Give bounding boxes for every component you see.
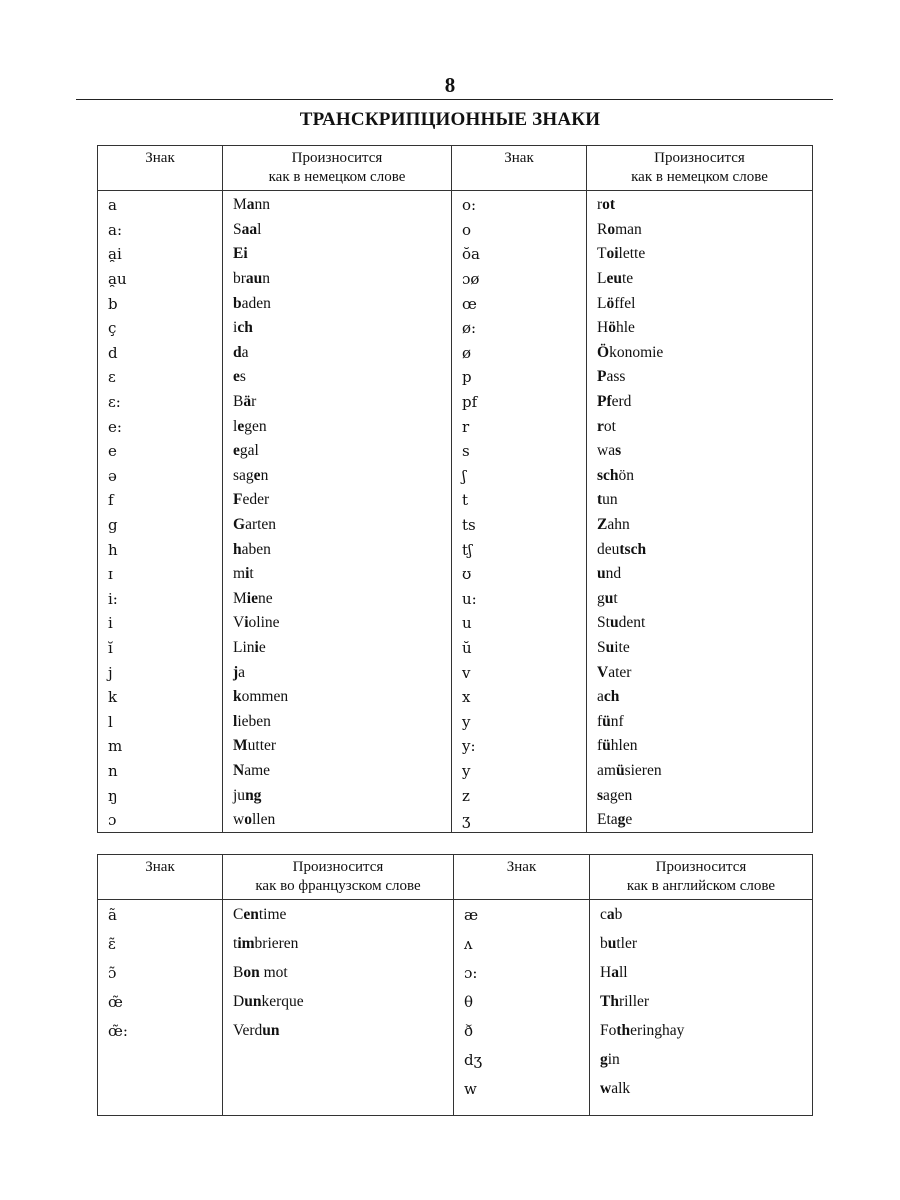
sign-cell-right: t bbox=[452, 488, 587, 513]
sign-cell-right: ɔø bbox=[452, 267, 587, 292]
sign-cell-left: ĭ bbox=[98, 636, 223, 661]
sign-cell-english: ʌ bbox=[454, 929, 590, 958]
example-word-right: und bbox=[587, 562, 813, 587]
sign-cell-left: h bbox=[98, 537, 223, 562]
sign-cell-right: ʒ bbox=[452, 808, 587, 833]
sign-cell-english: θ bbox=[454, 987, 590, 1016]
example-word-right: Toilette bbox=[587, 242, 813, 267]
example-word-right: tun bbox=[587, 488, 813, 513]
table-row bbox=[98, 636, 813, 661]
sign-cell-right: x bbox=[452, 685, 587, 710]
french-english-transcription-table bbox=[97, 854, 813, 1116]
sign-cell-right: ŭ bbox=[452, 636, 587, 661]
example-word-right: Vater bbox=[587, 660, 813, 685]
example-word-right: amüsieren bbox=[587, 759, 813, 784]
example-word-french: Centime bbox=[223, 900, 454, 930]
sign-cell-left: a bbox=[98, 191, 223, 218]
example-word-left: Name bbox=[223, 759, 452, 784]
empty-cell bbox=[223, 1103, 454, 1116]
table-row bbox=[98, 488, 813, 513]
header-pronounced-english: Произносится как в английском слове bbox=[590, 855, 813, 900]
sign-cell-right: o: bbox=[452, 191, 587, 218]
sign-cell-right: y: bbox=[452, 734, 587, 759]
sign-cell-right: œ bbox=[452, 291, 587, 316]
example-word-right: Löffel bbox=[587, 291, 813, 316]
example-word-french bbox=[223, 1074, 454, 1103]
sign-cell-left: f bbox=[98, 488, 223, 513]
example-word-right: Etage bbox=[587, 808, 813, 833]
example-word-english: Fotheringhay bbox=[590, 1016, 813, 1045]
german-transcription-table bbox=[97, 145, 813, 833]
table-row bbox=[98, 685, 813, 710]
table-row bbox=[98, 1074, 813, 1103]
example-word-left: Ei bbox=[223, 242, 452, 267]
sign-cell-left: ɪ bbox=[98, 562, 223, 587]
example-word-right: fünf bbox=[587, 709, 813, 734]
table-row bbox=[98, 900, 813, 930]
sign-cell-left: b bbox=[98, 291, 223, 316]
table-row bbox=[98, 390, 813, 415]
example-word-left: Feder bbox=[223, 488, 452, 513]
example-word-right: Zahn bbox=[587, 513, 813, 538]
table-row bbox=[98, 537, 813, 562]
sign-cell-english: æ bbox=[454, 900, 590, 930]
sign-cell-left: a: bbox=[98, 218, 223, 243]
example-word-right: sagen bbox=[587, 783, 813, 808]
sign-cell-right: p bbox=[452, 365, 587, 390]
header-rule bbox=[76, 99, 833, 100]
example-word-english: walk bbox=[590, 1074, 813, 1103]
example-word-french: Bon mot bbox=[223, 958, 454, 987]
table-row bbox=[98, 709, 813, 734]
table-row bbox=[98, 1045, 813, 1074]
table-row bbox=[98, 316, 813, 341]
example-word-left: Mutter bbox=[223, 734, 452, 759]
sign-cell-right: ʊ bbox=[452, 562, 587, 587]
example-word-french: Verdun bbox=[223, 1016, 454, 1045]
example-word-right: Ökonomie bbox=[587, 341, 813, 366]
example-word-left: lieben bbox=[223, 709, 452, 734]
example-word-left: Bär bbox=[223, 390, 452, 415]
example-word-left: wollen bbox=[223, 808, 452, 833]
sign-cell-left: ɛ bbox=[98, 365, 223, 390]
empty-cell bbox=[590, 1103, 813, 1116]
example-word-french: Dunkerque bbox=[223, 987, 454, 1016]
sign-cell-english: w bbox=[454, 1074, 590, 1103]
example-word-left: Saal bbox=[223, 218, 452, 243]
example-word-english: butler bbox=[590, 929, 813, 958]
sign-cell-right: z bbox=[452, 783, 587, 808]
sign-cell-left: i: bbox=[98, 587, 223, 612]
example-word-left: es bbox=[223, 365, 452, 390]
example-word-right: rot bbox=[587, 191, 813, 218]
sign-cell-right: y bbox=[452, 709, 587, 734]
sign-cell-left: ə bbox=[98, 464, 223, 489]
example-word-left: baden bbox=[223, 291, 452, 316]
example-word-left: ich bbox=[223, 316, 452, 341]
example-word-right: Leute bbox=[587, 267, 813, 292]
sign-cell-english: dʒ bbox=[454, 1045, 590, 1074]
sign-cell-right: ø: bbox=[452, 316, 587, 341]
sign-cell-left: ɛ: bbox=[98, 390, 223, 415]
example-word-left: braun bbox=[223, 267, 452, 292]
example-word-left: Miene bbox=[223, 587, 452, 612]
sign-cell-right: ø bbox=[452, 341, 587, 366]
empty-cell bbox=[454, 1103, 590, 1116]
sign-cell-right: v bbox=[452, 660, 587, 685]
example-word-left: egal bbox=[223, 439, 452, 464]
sign-cell-left: i bbox=[98, 611, 223, 636]
table-row bbox=[98, 365, 813, 390]
example-word-left: da bbox=[223, 341, 452, 366]
example-word-left: legen bbox=[223, 414, 452, 439]
table-row bbox=[98, 1016, 813, 1045]
sign-cell-left: ŋ bbox=[98, 783, 223, 808]
example-word-right: Roman bbox=[587, 218, 813, 243]
example-word-right: deutsch bbox=[587, 537, 813, 562]
sign-cell-right: y bbox=[452, 759, 587, 784]
table-row bbox=[98, 587, 813, 612]
sign-cell-right: ŏa bbox=[452, 242, 587, 267]
sign-cell-right: u bbox=[452, 611, 587, 636]
sign-cell-left: e bbox=[98, 439, 223, 464]
table-row bbox=[98, 783, 813, 808]
sign-cell-left: k bbox=[98, 685, 223, 710]
table-row bbox=[98, 611, 813, 636]
example-word-english: Hall bbox=[590, 958, 813, 987]
sign-cell-right: tʃ bbox=[452, 537, 587, 562]
example-word-right: Suite bbox=[587, 636, 813, 661]
example-word-english: gin bbox=[590, 1045, 813, 1074]
sign-cell-left: ç bbox=[98, 316, 223, 341]
example-word-english: Thriller bbox=[590, 987, 813, 1016]
sign-cell-right: ts bbox=[452, 513, 587, 538]
header-pronounced-left: Произносится как в немецком слове bbox=[223, 146, 452, 191]
sign-cell-right: u: bbox=[452, 587, 587, 612]
example-word-english: cab bbox=[590, 900, 813, 930]
table-row bbox=[98, 660, 813, 685]
table-row bbox=[98, 562, 813, 587]
example-word-right: Pass bbox=[587, 365, 813, 390]
sign-cell-english: ɔ: bbox=[454, 958, 590, 987]
example-word-right: Student bbox=[587, 611, 813, 636]
table-spacer-row bbox=[98, 1103, 813, 1116]
example-word-left: jung bbox=[223, 783, 452, 808]
sign-cell-french: œ̃ bbox=[98, 987, 223, 1016]
example-word-right: rot bbox=[587, 414, 813, 439]
example-word-left: ja bbox=[223, 660, 452, 685]
sign-cell-left: d bbox=[98, 341, 223, 366]
sign-cell-french: ã bbox=[98, 900, 223, 930]
example-word-french bbox=[223, 1045, 454, 1074]
example-word-left: Garten bbox=[223, 513, 452, 538]
sign-cell-right: r bbox=[452, 414, 587, 439]
sign-cell-left: j bbox=[98, 660, 223, 685]
table-row bbox=[98, 513, 813, 538]
header-sign-french: Знак bbox=[98, 855, 223, 900]
table-row bbox=[98, 191, 813, 218]
example-word-right: gut bbox=[587, 587, 813, 612]
table-row bbox=[98, 464, 813, 489]
example-word-right: schön bbox=[587, 464, 813, 489]
table-row bbox=[98, 987, 813, 1016]
table-row bbox=[98, 414, 813, 439]
table-row bbox=[98, 439, 813, 464]
header-sign-right: Знак bbox=[452, 146, 587, 191]
table-row bbox=[98, 958, 813, 987]
sign-cell-left: a̯u bbox=[98, 267, 223, 292]
page-number: 8 bbox=[444, 73, 456, 97]
sign-cell-right: o bbox=[452, 218, 587, 243]
example-word-left: Violine bbox=[223, 611, 452, 636]
sign-cell-right: pf bbox=[452, 390, 587, 415]
header-pronounced-right: Произносится как в немецком слове bbox=[587, 146, 813, 191]
sign-cell-left: a̯i bbox=[98, 242, 223, 267]
example-word-left: Mann bbox=[223, 191, 452, 218]
example-word-right: was bbox=[587, 439, 813, 464]
sign-cell-left: l bbox=[98, 709, 223, 734]
header-sign-english: Знак bbox=[454, 855, 590, 900]
sign-cell-left: n bbox=[98, 759, 223, 784]
sign-cell-english: ð bbox=[454, 1016, 590, 1045]
sign-cell-french: ɔ̃ bbox=[98, 958, 223, 987]
example-word-left: sagen bbox=[223, 464, 452, 489]
sign-cell-right: ʃ bbox=[452, 464, 587, 489]
sign-cell-right: s bbox=[452, 439, 587, 464]
example-word-right: Höhle bbox=[587, 316, 813, 341]
table-row bbox=[98, 759, 813, 784]
sign-cell-left: m bbox=[98, 734, 223, 759]
table-row bbox=[98, 808, 813, 833]
sign-cell-french bbox=[98, 1045, 223, 1074]
sign-cell-left: g bbox=[98, 513, 223, 538]
example-word-left: haben bbox=[223, 537, 452, 562]
table-row bbox=[98, 242, 813, 267]
table-row bbox=[98, 734, 813, 759]
example-word-left: mit bbox=[223, 562, 452, 587]
table-row bbox=[98, 929, 813, 958]
page-title: ТРАНСКРИПЦИОННЫЕ ЗНАКИ bbox=[299, 109, 601, 130]
sign-cell-french bbox=[98, 1074, 223, 1103]
empty-cell bbox=[98, 1103, 223, 1116]
table-row bbox=[98, 291, 813, 316]
table-row bbox=[98, 341, 813, 366]
example-word-right: ach bbox=[587, 685, 813, 710]
header-pronounced-french: Произносится как во французском слове bbox=[223, 855, 454, 900]
sign-cell-french: œ̃: bbox=[98, 1016, 223, 1045]
example-word-right: fühlen bbox=[587, 734, 813, 759]
example-word-left: Linie bbox=[223, 636, 452, 661]
sign-cell-left: ɔ bbox=[98, 808, 223, 833]
header-sign-left: Знак bbox=[98, 146, 223, 191]
example-word-right: Pferd bbox=[587, 390, 813, 415]
table-row bbox=[98, 218, 813, 243]
sign-cell-left: e: bbox=[98, 414, 223, 439]
example-word-french: timbrieren bbox=[223, 929, 454, 958]
table-row bbox=[98, 267, 813, 292]
example-word-left: kommen bbox=[223, 685, 452, 710]
sign-cell-french: ɛ̃ bbox=[98, 929, 223, 958]
